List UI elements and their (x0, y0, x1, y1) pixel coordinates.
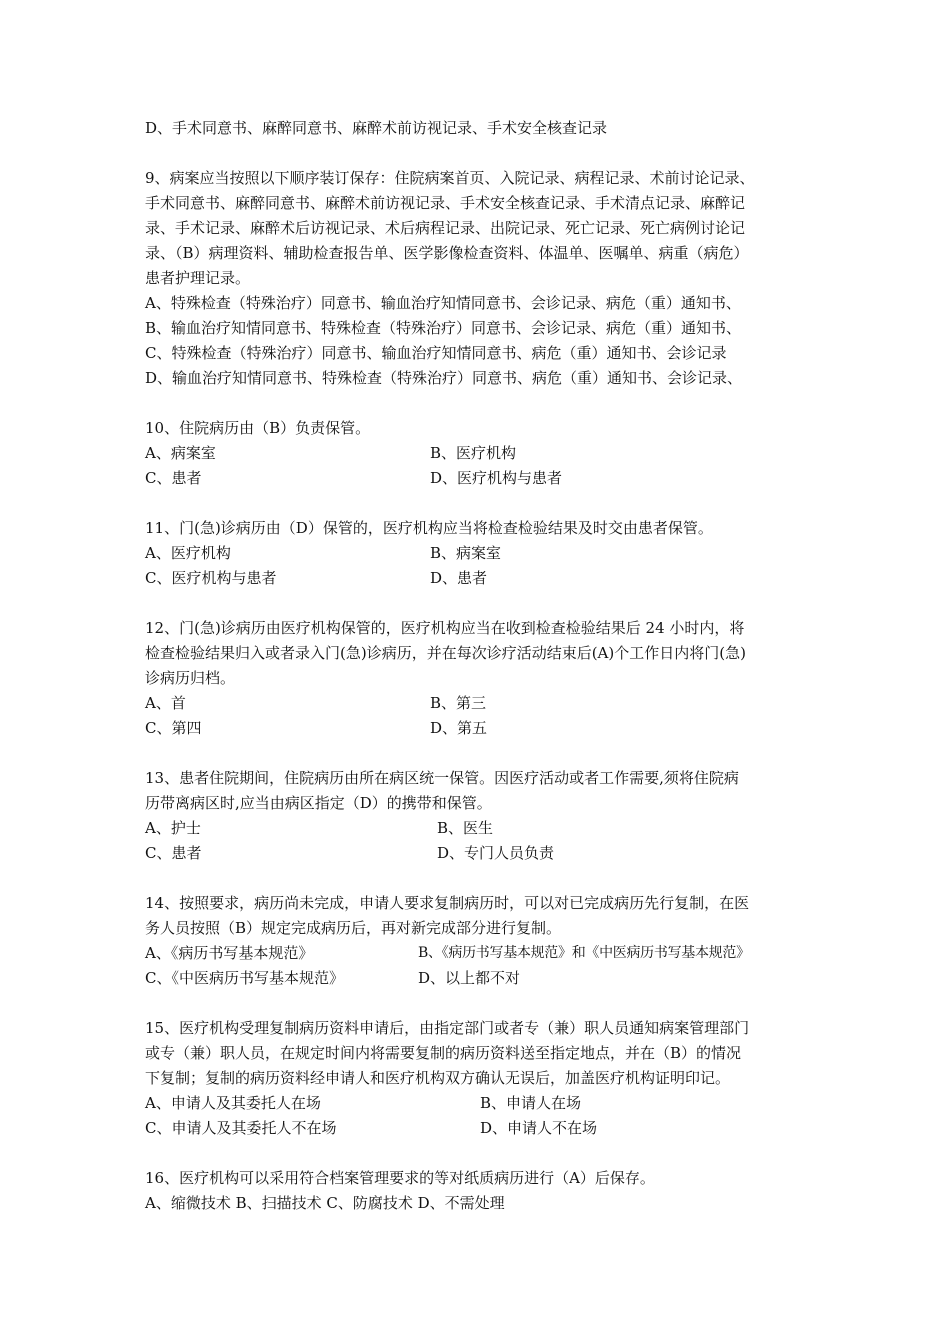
q13-text-line-1: 13、患者住院期间，住院病历由所在病区统一保管。因医疗活动或者工作需要,须将住院病 (145, 769, 739, 787)
q14-option-b: B、《病历书写基本规范》和《中医病历书写基本规范》 (418, 945, 750, 961)
q9-option-b: B、输血治疗知情同意书、特殊检查（特殊治疗）同意书、会诊记录、病危（重）通知书、 (145, 319, 742, 337)
q11-text: 11、门(急)诊病历由（D）保管的，医疗机构应当将检查检验结果及时交由患者保管。 (145, 519, 713, 537)
q9-option-a: A、特殊检查（特殊治疗）同意书、输血治疗知情同意书、会诊记录、病危（重）通知书、 (145, 294, 741, 312)
q16-text: 16、医疗机构可以采用符合档案管理要求的等对纸质病历进行（A）后保存。 (145, 1169, 655, 1187)
q11-option-b: B、病案室 (430, 544, 502, 562)
q12-text-line-1: 12、门(急)诊病历由医疗机构保管的，医疗机构应当在收到检查检验结果后 24 小时内，将 (145, 619, 745, 637)
q13-option-b: B、医生 (437, 819, 494, 837)
q10-option-b: B、医疗机构 (430, 444, 517, 462)
q15-option-d: D、申请人不在场 (480, 1119, 598, 1137)
q14-text-line-2: 务人员按照（B）规定完成病历后，再对新完成部分进行复制。 (145, 919, 562, 937)
q15-text-line-3: 下复制；复制的病历资料经申请人和医疗机构双方确认无误后，加盖医疗机构证明印记。 (145, 1069, 731, 1087)
q10-option-c: C、患者 (145, 469, 202, 487)
q12-option-c: C、第四 (145, 719, 202, 737)
q10-option-d: D、医疗机构与患者 (430, 469, 563, 487)
q13-option-d: D、专门人员负责 (437, 844, 555, 862)
q12-option-b: B、第三 (430, 694, 487, 712)
q15-option-b: B、申请人在场 (480, 1094, 582, 1112)
q12-text-line-3: 诊病历归档。 (145, 669, 236, 687)
q8-option-d: D、手术同意书、麻醉同意书、麻醉术前访视记录、手术安全核查记录 (145, 119, 608, 137)
q10-option-a: A、病案室 (145, 444, 216, 462)
q15-text-line-2: 或专（兼）职人员，在规定时间内将需要复制的病历资料送至指定地点，并在（B）的情况 (145, 1044, 742, 1062)
q14-option-a: A、《病历书写基本规范》 (145, 944, 314, 962)
q9-text-line-5: 患者护理记录。 (145, 269, 251, 287)
q11-option-a: A、医疗机构 (145, 544, 231, 562)
q16-options: A、缩微技术 B、扫描技术 C、防腐技术 D、不需处理 (145, 1194, 505, 1212)
q14-option-d: D、以上都不对 (418, 969, 521, 987)
q9-option-d: D、输血治疗知情同意书、特殊检查（特殊治疗）同意书、病危（重）通知书、会诊记录、 (145, 369, 743, 387)
q12-option-d: D、第五 (430, 719, 488, 737)
q13-option-a: A、护士 (145, 819, 201, 837)
q9-text-line-3: 录、手术记录、麻醉术后访视记录、术后病程记录、出院记录、死亡记录、死亡病例讨论记 (145, 219, 746, 237)
q15-option-a: A、申请人及其委托人在场 (145, 1094, 321, 1112)
q15-text-line-1: 15、医疗机构受理复制病历资料申请后，由指定部门或者专（兼）职人员通知病案管理部门 (145, 1019, 750, 1037)
q9-text-line-1: 9、病案应当按照以下顺序装订保存：住院病案首页、入院记录、病程记录、术前讨论记录、 (145, 169, 755, 187)
q10-text: 10、住院病历由（B）负责保管。 (145, 419, 371, 437)
q9-option-c: C、特殊检查（特殊治疗）同意书、输血治疗知情同意书、病危（重）通知书、会诊记录 (145, 344, 727, 362)
q9-text-line-2: 手术同意书、麻醉同意书、麻醉术前访视记录、手术安全核查记录、手术清点记录、麻醉记 (145, 194, 746, 212)
q15-option-c: C、申请人及其委托人不在场 (145, 1119, 337, 1137)
q14-option-c: C、《中医病历书写基本规范》 (145, 969, 344, 987)
q14-text-line-1: 14、按照要求，病历尚未完成，申请人要求复制病历时，可以对已完成病历先行复制，在医 (145, 894, 750, 912)
q11-option-c: C、医疗机构与患者 (145, 569, 277, 587)
q9-text-line-4: 录、（B）病理资料、辅助检查报告单、医学影像检查资料、体温单、医嘱单、病重（病危） (145, 244, 749, 262)
q13-option-c: C、患者 (145, 844, 202, 862)
q12-option-a: A、首 (145, 694, 186, 712)
q13-text-line-2: 历带离病区时,应当由病区指定（D）的携带和保管。 (145, 794, 492, 812)
q11-option-d: D、患者 (430, 569, 488, 587)
q12-text-line-2: 检查检验结果归入或者录入门(急)诊病历，并在每次诊疗活动结束后(A)个工作日内将门(急) (145, 644, 746, 662)
